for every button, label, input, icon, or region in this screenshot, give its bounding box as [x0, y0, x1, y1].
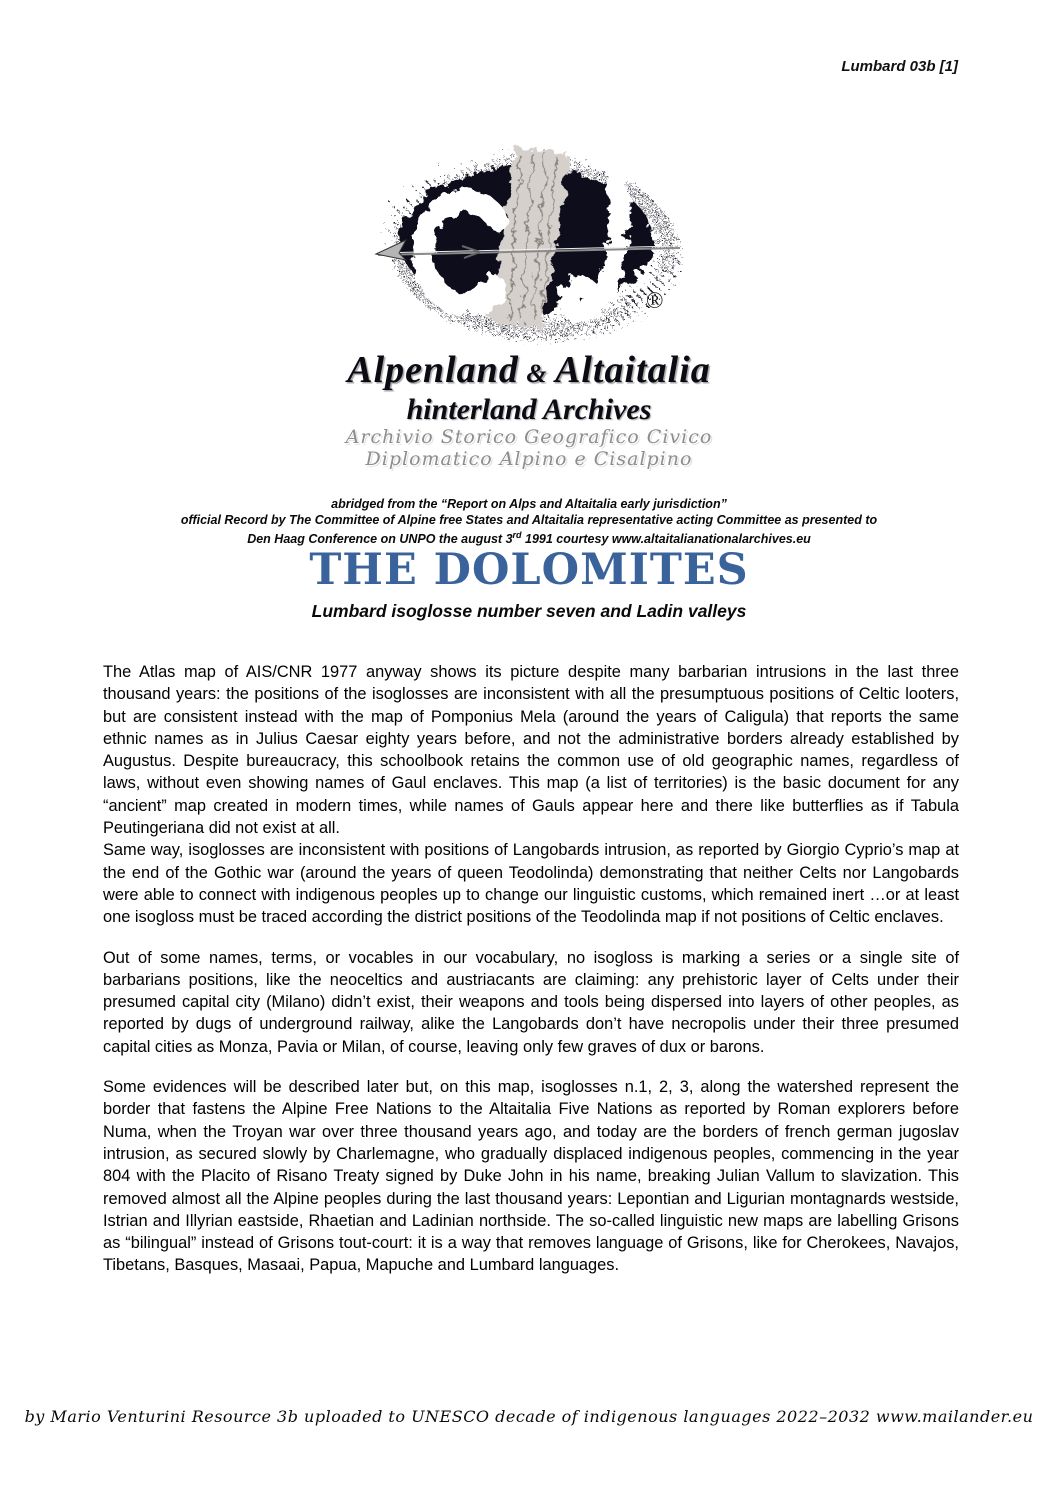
paragraph-3: Out of some names, terms, or vocables in our vocabulary, no isogloss is marking a series or a single site of barbarians positions, like the neoceltics and austriacants are claiming: any prehistoric layer of Celts under their presumed capital city (Milano) didn’t exist, their weapons and tools being dispersed into layers of other peoples, as reported by dugs of underground railway, alike the Langobards don’t have necropolis under their three presumed capital cities as Monza, Pavia or Milan, of course, leaving only few graves of dux or barons.: [103, 948, 959, 1056]
provenance-line-3-prefix: Den Haag Conference on UNPO the august 3: [247, 532, 513, 547]
wordmark-part1: Alpenland: [347, 349, 519, 391]
provenance-note: [0, 497, 1058, 548]
provenance-line-1: abridged from the “Report on Alps and Altaitalia early jurisdiction”: [331, 497, 727, 511]
logo-tagline-line1: Archivio Storico Geografico Civico: [345, 426, 713, 448]
wordmark-part2: Altaitalia: [555, 349, 711, 391]
page-footer-credit: by Mario Venturini Resource 3b uploaded to UNESCO decade of indigenous languages 2022–2032 www.mailander.eu: [24, 1407, 1034, 1426]
ink-monogram-logo-icon: [374, 140, 684, 348]
page-subtitle: Lumbard isoglosse number seven and Ladin valleys: [311, 601, 747, 621]
provenance-ordinal-suffix: rd: [512, 530, 522, 540]
wordmark-ampersand: &: [518, 359, 556, 388]
article-body: [103, 661, 959, 1277]
page-title: THE DOLOMITES: [309, 545, 749, 595]
page-header-reference: Lumbard 03b [1]: [841, 58, 958, 75]
paragraph-4: Some evidences will be described later but, on this map, isoglosses n.1, 2, 3, along the watershed represent the border that fastens the Alpine Free Nations to the Altaitalia Five Nations as reported by Roman explorers before Numa, when the Troyan war over three thousand years ago, and today are the borders of french german jugoslav intrusion, as secured slowly by Charlemagne, who gradually displaced indigenous peoples, commencing in the year 804 with the Placito of Risano Treaty signed by Duke John in his name, breaking Julian Vallum to slavization. This removed almost all the Alpine peoples during the last thousand years: Lepontian and Ligurian montagnards westside, Istrian and Illyrian eastside, Rhaetian and Ladinian northside. The so-called linguistic new maps are labelling Grisons as “bilingual” instead of Grisons tout-court: it is a way that removes language of Grisons, like for Cherokees, Navajos, Tibetans, Basques, Masaai, Papua, Mapuche and Lumbard languages.: [103, 1078, 959, 1275]
archives-logo: [0, 140, 1058, 470]
paragraph-2: Same way, isoglosses are inconsistent with positions of Langobards intrusion, as reported by Giorgio Cyprio’s map at the end of the Gothic war (around the years of queen Teodolinda) demonstrating that neither Celts nor Langobards were able to connect with indigenous peoples up to change our linguistic customs, which remained inert …or at least one isogloss must be traced according the district positions of the Teodolinda map if not positions of Celtic enclaves.: [103, 841, 959, 927]
paragraph-1: The Atlas map of AIS/CNR 1977 anyway shows its picture despite many barbarian intrusions in the last three thousand years: the positions of the isoglosses are inconsistent with all the presumptuous positions of Celtic looters, but are consistent instead with the map of Pomponius Mela (around the years of Caligula) that reports the same ethnic names as in Julius Caesar eighty years before, and not the administrative borders already established by Augustus. Despite bureaucracy, this schoolbook retains the common use of old geographic names, regardless of laws, without even showing names of Gaul enclaves. This map (a list of territories) is the basic document for any “ancient” map created in modern times, while names of Gauls appear here and there like butterflies as if Tabula Peutingeriana did not exist at all.: [103, 663, 959, 838]
registered-trademark-glyph: ®: [646, 288, 664, 313]
provenance-line-2: official Record by The Committee of Alpine free States and Altaitalia representative acting Committee as presented to: [180, 512, 878, 527]
provenance-line-3-suffix: 1991 courtesy www.altaitalianationalarchives.eu: [521, 532, 811, 547]
logo-wordmark-line1: [0, 350, 1058, 394]
logo-tagline-line2: Diplomatico Alpino e Cisalpino: [365, 448, 693, 470]
logo-wordmark-line2: hinterland Archives: [406, 393, 652, 426]
